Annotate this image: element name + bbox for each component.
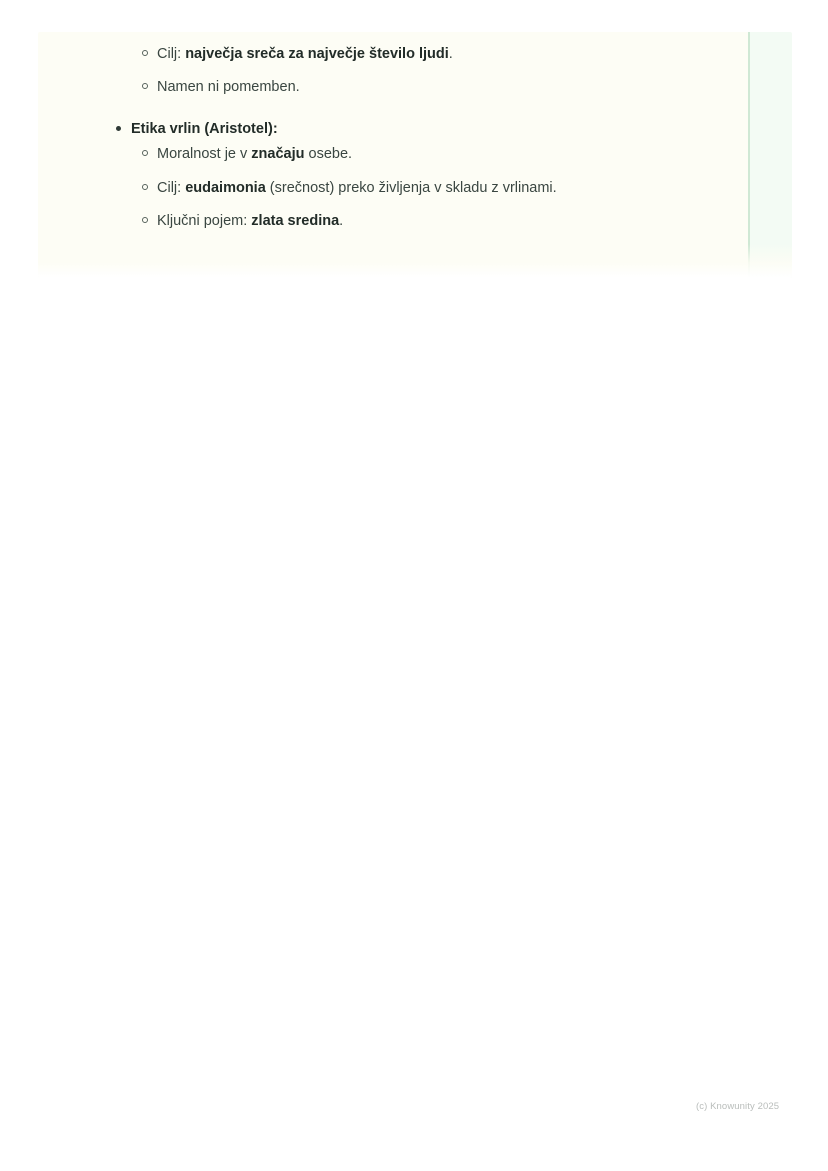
hollow-bullet-icon: [142, 184, 148, 190]
list-item-text: Cilj: največja sreča za največje število ljudi.: [157, 46, 453, 62]
hollow-bullet-icon: [142, 83, 148, 89]
list-item: [38, 211, 792, 231]
disc-bullet-icon: [116, 126, 121, 131]
list-item-text: Ključni pojem: zlata sredina.: [157, 213, 344, 229]
list-item: [38, 178, 792, 198]
hollow-bullet-icon: [142, 150, 148, 156]
list-item-text: Etika vrlin (Aristotel):: [131, 121, 278, 137]
list-item-text: Cilj: eudaimonia (srečnost) preko življenja v skladu z vrlinami.: [157, 180, 557, 196]
hollow-bullet-icon: [142, 217, 148, 223]
list-item-text: Namen ni pomemben.: [157, 79, 300, 95]
card-bottom-fade: [38, 244, 792, 278]
hollow-bullet-icon: [142, 50, 148, 56]
footer-copyright: (c) Knowunity 2025: [696, 1101, 780, 1112]
list-item-text: Moralnost je v značaju osebe.: [157, 146, 353, 162]
note-card: [38, 32, 792, 278]
list-item: [38, 144, 792, 164]
list-item: [38, 44, 792, 64]
list-item: [38, 77, 792, 97]
list-item: [38, 119, 792, 139]
